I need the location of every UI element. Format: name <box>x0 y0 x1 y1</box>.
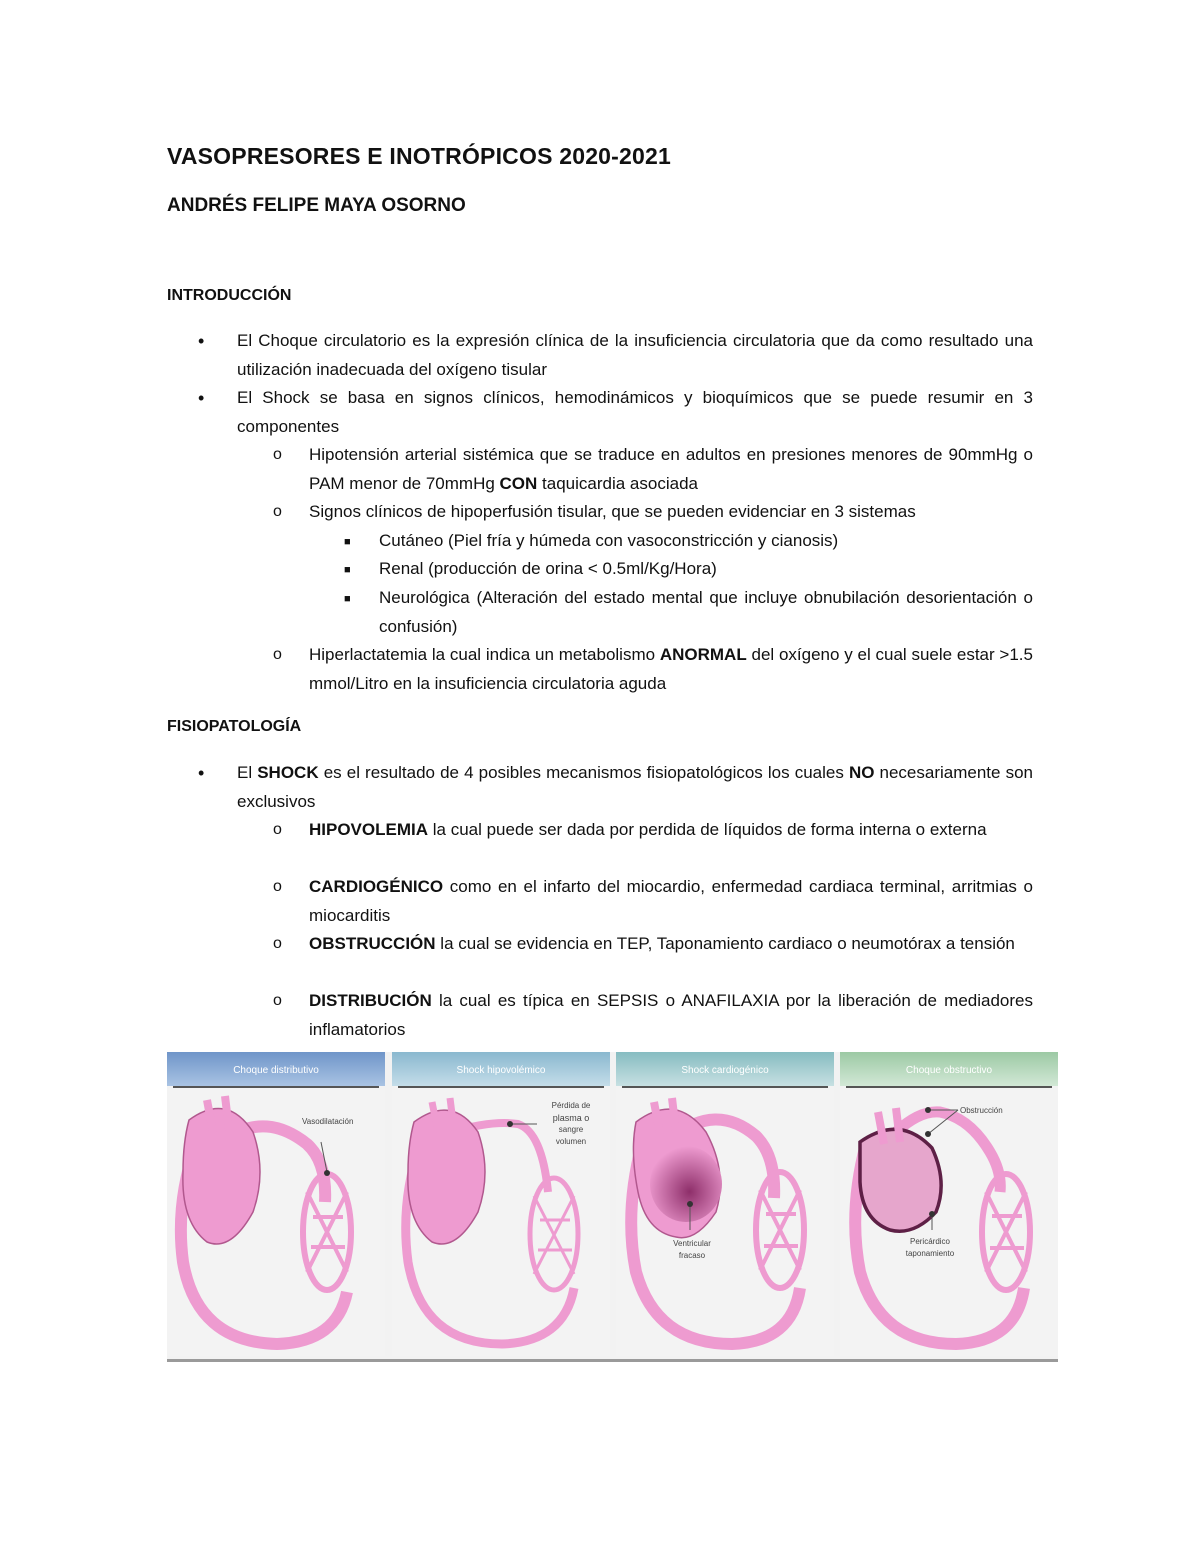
intro-hiperlactatemia <box>309 641 1033 698</box>
document-author: ANDRÉS FELIPE MAYA OSORNO <box>167 195 466 216</box>
cardiogenico-text: como en el infarto del miocardio, enfermedad cardiaca terminal, arritmias o miocarditis <box>309 877 1033 925</box>
hipovolemia-bold: HIPOVOLEMIA <box>309 820 429 839</box>
label-obstruccion: Obstrucción <box>960 1106 1003 1115</box>
document-title: VASOPRESORES E INOTRÓPICOS 2020-2021 <box>167 143 672 169</box>
panel-title: Shock cardiogénico <box>681 1065 769 1076</box>
panel-cardiogenico <box>616 1052 834 1356</box>
hipotension-bold: CON <box>499 473 538 493</box>
panel-hipovolemico <box>392 1052 610 1356</box>
cardiogenico-bold: CARDIOGÉNICO <box>309 877 444 896</box>
bullet-square: ■ <box>344 593 351 605</box>
fisio-distribucion <box>309 987 1033 1044</box>
heart-circulation-diagram <box>616 1052 834 1356</box>
heart-circulation-diagram <box>840 1052 1058 1356</box>
fisio-text-b: es el resultado de 4 posibles mecanismos fisiopatológicos los cuales <box>318 763 849 782</box>
heart-circulation-diagram <box>392 1052 610 1356</box>
bullet-circle: o <box>273 821 282 838</box>
section-heading-fisiopatologia: FISIOPATOLOGÍA <box>167 718 302 735</box>
hiperl-bold: ANORMAL <box>659 645 747 664</box>
distribucion-bold: DISTRIBUCIÓN <box>309 991 432 1010</box>
label-line: Pérdida de <box>551 1101 591 1110</box>
bullet-circle: o <box>273 446 282 463</box>
heart-circulation-diagram <box>167 1052 385 1356</box>
bullet-dot: • <box>198 388 205 408</box>
bullet-dot: • <box>198 763 205 783</box>
hiperl-text-b: del oxígeno y el cual suele estar >1.5 mmol/Litro en la insuficiencia circulatoria aguda <box>309 645 1033 693</box>
intro-cutaneo: Cutáneo (Piel fría y húmeda con vasoconstricción y cianosis) <box>379 531 839 550</box>
bullet-circle: o <box>273 646 282 663</box>
bullet-circle: o <box>273 992 282 1009</box>
hipotension-text-b: taquicardia asociada <box>537 473 698 493</box>
hipovolemia-text: la cual puede ser dada por perdida de líquidos de forma interna o externa <box>428 820 987 839</box>
label-vasodilatacion: Vasodilatación <box>302 1117 354 1126</box>
bullet-dot: • <box>198 331 205 351</box>
shock-types-figure <box>167 1052 1058 1362</box>
obstruccion-bold: OBSTRUCCIÓN <box>309 934 436 953</box>
label-perdida <box>540 1100 602 1148</box>
section-heading-introduccion: INTRODUCCIÓN <box>167 287 292 304</box>
intro-hipotension <box>309 441 1033 498</box>
fisio-hipovolemia <box>309 816 1033 845</box>
intro-neuro: Neurológica (Alteración del estado mental que incluye obnubilación desorientación o confusión) <box>379 588 1033 636</box>
panel-obstructivo <box>840 1052 1058 1356</box>
fisio-paragraph <box>237 759 1033 816</box>
panel-title: Choque obstructivo <box>905 1065 993 1076</box>
label-line: plasma o <box>552 1113 590 1123</box>
distribucion-text: la cual es típica en SEPSIS o ANAFILAXIA por la liberación de mediadores inflamatorios <box>309 991 1033 1039</box>
bullet-square: ■ <box>344 536 351 548</box>
intro-renal: Renal (producción de orina < 0.5ml/Kg/Hora) <box>379 559 717 578</box>
bullet-circle: o <box>273 935 282 952</box>
panel-title: Shock hipovolémico <box>456 1065 546 1076</box>
fisio-obstruccion <box>309 930 1033 959</box>
fisio-bold-no: NO <box>848 763 875 782</box>
panel-title: Choque distributivo <box>233 1065 319 1076</box>
bullet-circle: o <box>273 878 282 895</box>
label-ventricular <box>668 1238 716 1262</box>
bullet-circle: o <box>273 503 282 520</box>
fisio-bold-shock: SHOCK <box>257 763 319 782</box>
hipotension-text-a: Hipotensión arterial sistémica que se traduce en adultos en presiones menores de 90mmHg o PAM menor de 70mmHg <box>309 445 1033 493</box>
panel-distributivo <box>167 1052 385 1356</box>
hiperl-text-a: Hiperlactatemia la cual indica un metabolismo <box>309 645 660 664</box>
fisio-cardiogenico <box>309 873 1033 930</box>
fisio-text-c: necesariamente son exclusivos <box>237 763 1033 811</box>
label-line: volumen <box>555 1137 587 1146</box>
intro-paragraph-1: El Choque circulatorio es la expresión clínica de la insuficiencia circulatoria que da como resultado una utilización inadecuada del oxígeno tisular <box>237 331 1033 379</box>
label-line: Pericárdico <box>909 1237 950 1246</box>
obstruccion-text: la cual se evidencia en TEP, Taponamiento cardiaco o neumotórax a tensión <box>435 934 1015 953</box>
bullet-square: ■ <box>344 564 351 576</box>
label-line: Ventricular <box>673 1239 711 1248</box>
fisio-text-a: El <box>237 763 258 782</box>
intro-signos: Signos clínicos de hipoperfusión tisular, que se pueden evidenciar en 3 sistemas <box>309 502 916 521</box>
label-pericardico <box>898 1236 962 1260</box>
label-line: sangre <box>558 1125 584 1134</box>
label-line: taponamiento <box>905 1249 955 1258</box>
intro-paragraph-2: El Shock se basa en signos clínicos, hemodinámicos y bioquímicos que se puede resumir en 3 componentes <box>237 388 1033 436</box>
label-line: fracaso <box>678 1251 706 1260</box>
